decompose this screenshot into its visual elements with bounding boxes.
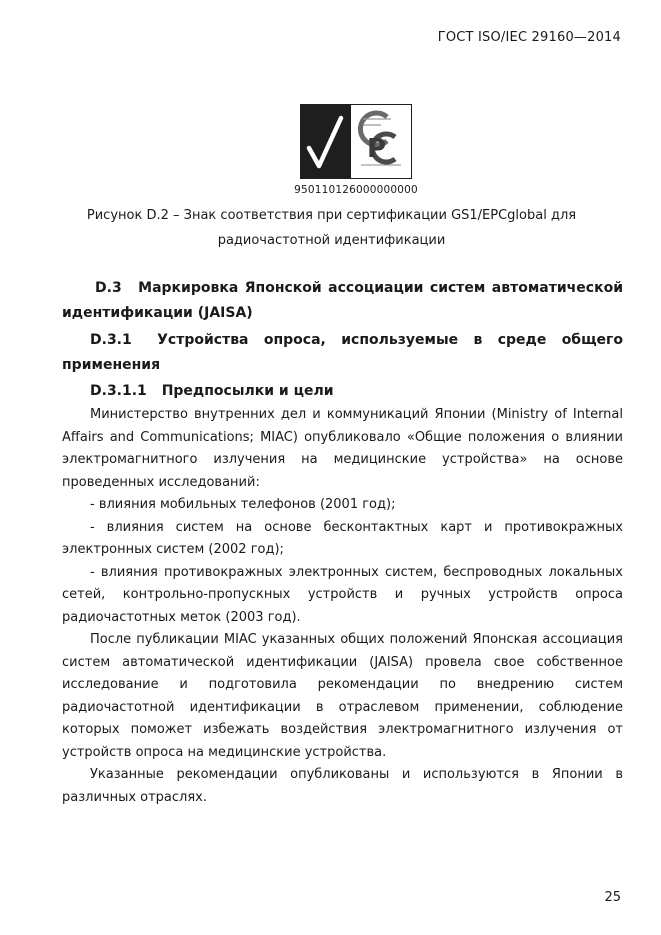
section-number: D.3.1 (90, 332, 132, 348)
list-item: - влияния мобильных телефонов (2001 год); (90, 497, 396, 512)
list-item: - влияния противокражных электронных систем, беспроводных локальных сетей, контрольно-пропускных устройств и ручных устройств опроса радиочастотных меток (2003 год). (62, 564, 623, 625)
document-body (62, 276, 623, 809)
svg-text:P: P (367, 134, 387, 164)
section-title: Предпосылки и цели (161, 383, 334, 399)
section-heading-d3 (62, 276, 623, 326)
section-heading-d31 (62, 328, 623, 378)
certification-mark (300, 104, 412, 179)
paragraph: После публикации MIAC указанных общих положений Японская ассоциация систем автоматической идентификации (JAISA) провела свое собственное исследование и подготовила рекомендации по внедрению систем радиочастотной идентификации в отраслевом применении, соблюдение которых поможет избежать воздействия электромагнитного излучения от устройств опроса на медицинские устройства. (62, 632, 623, 760)
section-title: Устройства опроса, используемые в среде общего применения (62, 332, 623, 373)
barcode-number: 950110126000000000 (294, 184, 418, 196)
check-mark-icon (300, 104, 350, 179)
section-heading-d311 (62, 379, 623, 404)
epc-logo-icon (350, 104, 412, 179)
section-number: D.3 (95, 280, 122, 296)
certification-figure (294, 104, 418, 196)
paragraph: Указанные рекомендации опубликованы и используются в Японии в различных отраслях. (62, 767, 623, 805)
document-header: ГОСТ ISO/IEC 29160—2014 (437, 30, 621, 45)
paragraph: Министерство внутренних дел и коммуникаций Японии (Ministry of Internal Affairs and Communications; MIAC) опубликовало «Общие положения о влиянии электромагнитного излучения на медицинские устройства» на основе проведенных исследований: (62, 407, 623, 490)
section-number: D.3.1.1 (90, 383, 147, 399)
figure-caption: Рисунок D.2 – Знак соответствия при сертификации GS1/EPCglobal для радиочастотной идентификации (86, 208, 577, 248)
section-title: Маркировка Японской ассоциации систем автоматической идентификации (JAISA) (62, 280, 623, 321)
list-item: - влияния систем на основе бесконтактных карт и противокражных электронных систем (2002 год); (62, 519, 623, 557)
page-number: 25 (604, 890, 621, 905)
